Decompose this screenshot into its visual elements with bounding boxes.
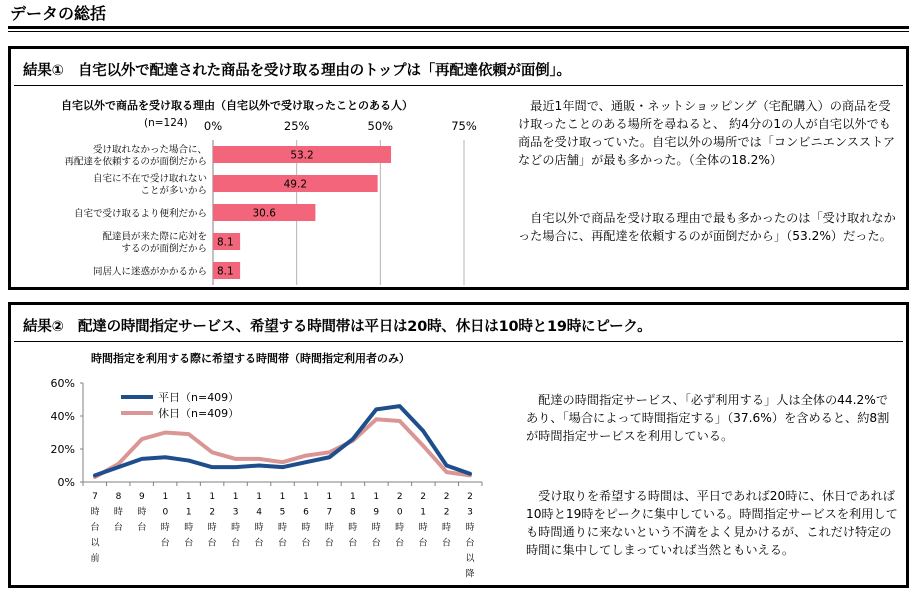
x-tick-label-char: 2 [420,492,426,502]
x-tick-label-char: 台 [184,538,194,549]
category-label: 再配達を依頼するのが面倒だから [64,156,207,168]
x-tick-label-char: 時 [442,523,452,533]
bar-value-label: 30.6 [252,207,276,220]
x-tick-label-char: 時 [324,523,334,533]
x-tick-label-char: 台 [137,523,147,533]
y-tick-label: 20% [50,443,75,456]
x-tick-label-char: 1 [209,492,216,502]
x-tick-label-char: 2 [443,492,450,502]
x-tick-label-char: 1 [349,492,356,502]
x-tick-label-char: 時 [207,523,217,533]
x-tick-label-char: 台 [395,538,405,549]
x-tick-label-char: 1 [232,492,239,502]
legend-label: 平日（n=409） [158,391,240,404]
result-2-panel [8,302,909,588]
category-label: 自宅に不在で受け取れない [92,173,207,185]
x-tick-label-char: 0 [396,507,403,518]
x-tick-label-char: 9 [139,492,145,502]
legend-label: 休日（n=409） [158,407,240,420]
x-tick-label-char: 2 [209,507,216,518]
x-tick-label-char: 以 [90,538,100,549]
x-tick-label-char: 時 [277,523,288,533]
x-tick-label-char: 7 [326,507,333,518]
x-tick-label-char: 8 [115,492,122,502]
x-tick-label-char: 1 [420,507,426,518]
x-tick-label-char: 5 [279,507,286,518]
x-tick-label-char: 1 [326,492,333,502]
x-tick-label-char: 時 [137,507,147,518]
x-tick-label-char: 台 [442,538,452,549]
x-tick-label-char: 時 [184,523,194,533]
x-tick-label-char: 0 [162,507,169,518]
category-label: 配達員が来た際に応対を [102,231,207,243]
title-rule-thin [8,31,909,32]
result-2-text-p1: 配達の時間指定サービス、「必ず利用する」人は全体の44.2%であり、「場合によって時間指定する」（37.6%）を含めると、約8割が時間指定サービスを利用している。 [526,393,890,443]
x-tick-label-char: 台 [301,538,311,549]
category-label: するのが面倒だから [121,243,207,255]
x-tick-label-char: 台 [324,538,334,549]
x-tick-label-char: 1 [256,492,262,502]
bar-value-label: 8.1 [217,236,234,249]
x-tick-label-char: 1 [279,492,286,502]
result-2-heading: 結果② 配達の時間指定サービス、希望する時間帯は平日は20時、休日は10時と19時にピーク。 [23,319,652,335]
x-tick-label-char: 1 [185,507,192,518]
result-1-heading: 結果① 自宅以外で配達された商品を受け取る理由のトップは「再配達依頼が面倒」。 [23,63,571,79]
x-tick-label-char: 2 [396,492,403,502]
bar-chart-title: 自宅以外で商品を受け取る理由（自宅以外で受け取ったことのある人） [61,99,413,112]
result-1-text-p1: 最近1年間で、通販・ネットショッピング（宅配購入）の商品を受け取ったことのある場所を尋ねると、 約4分の1の人が自宅以外でも商品を受け取っていた。自宅以外の場所では「コンビニエンスストアなどの店舗」が最も多かった。（全体の18.2%） [518,99,896,167]
x-tick-label-char: 台 [277,538,288,549]
x-tick-label-char: 台 [160,538,170,549]
x-tick-label-char: 台 [254,538,264,549]
x-tick-label-char: 台 [418,538,428,549]
x-tick-label-char: 8 [349,507,356,518]
x-tick-label-char: 台 [348,538,358,549]
x-tick-label-char: 時 [90,507,100,518]
bar-chart-sample-note: (n=124) [144,117,188,129]
category-label: 同居人に迷惑がかかるから [92,266,207,278]
y-tick-label: 0% [57,476,75,489]
result-2-text-p2: 受け取りを希望する時間は、平日であれば20時に、休日であれば10時と19時をピークに集中している。時間指定サービスを利用しても時間通りに来ないという不満をよく見かけるが、これだけ特定の時間に集中してしまっていれば当然ともいえる。 [526,489,898,557]
x-tick-label-char: 3 [467,507,473,518]
line-chart-title: 時間指定を利用する際に希望する時間帯（時間指定利用者のみ） [91,352,410,365]
x-tick-label-char: 9 [373,507,380,518]
category-label: ことが多いから [140,185,207,197]
x-tick-label-char: 台 [371,538,381,549]
x-tick-label-char: 時 [301,523,311,533]
series-line [95,406,470,475]
x-tick-label: 50% [367,119,394,133]
x-tick-label-char: 1 [373,492,380,502]
bar-value-label: 8.1 [217,265,234,278]
x-tick-label-char: 降 [465,569,475,580]
result-1-panel [8,46,909,290]
x-tick-label-char: 台 [231,538,241,549]
x-tick-label-char: 時 [254,523,264,533]
x-tick-label-char: 2 [443,507,450,518]
x-tick-label-char: 時 [113,507,123,518]
category-label: 受け取れなかった場合に、 [92,144,207,156]
x-tick-label-char: 時 [348,523,358,533]
x-tick-label-char: 時 [160,523,170,533]
bar-value-label: 53.2 [290,149,314,162]
x-tick-label-char: 以 [465,554,475,564]
y-tick-label: 40% [50,410,75,423]
x-tick-label-char: 台 [207,538,217,549]
x-tick-label: 0% [203,119,223,133]
x-tick-label: 25% [283,119,310,133]
x-tick-label-char: 1 [185,492,192,502]
category-label: 自宅で受け取るより便利だから [73,208,207,220]
x-tick-label-char: 時 [231,523,241,533]
page-title: データの総括 [10,4,107,23]
x-tick-label-char: 1 [162,492,169,502]
x-tick-label-char: 4 [256,507,262,518]
title-rule-thick [8,26,909,29]
y-tick-label: 60% [50,377,75,390]
x-tick-label-char: 2 [467,492,473,502]
x-tick-label-char: 3 [232,507,239,518]
x-tick-label-char: 時 [395,523,405,533]
bar-value-label: 49.2 [283,178,308,191]
x-tick-label-char: 台 [465,538,475,549]
x-tick-label-char: 台 [113,523,123,533]
x-tick-label-char: 7 [92,492,98,502]
x-tick-label-char: 時 [465,523,475,533]
result-1-text-p2: 自宅以外で商品を受け取る理由で最も多かったのは「受け取れなかった場合に、再配達を依頼するのが面倒だから」（53.2%）だった。 [518,211,896,243]
x-tick-label-char: 1 [303,492,309,502]
x-tick-label: 75% [451,119,477,133]
x-tick-label-char: 台 [90,523,100,533]
x-tick-label-char: 6 [303,507,309,518]
x-tick-label-char: 時 [418,523,428,533]
x-tick-label-char: 時 [371,523,381,533]
x-tick-label-char: 前 [90,554,100,564]
